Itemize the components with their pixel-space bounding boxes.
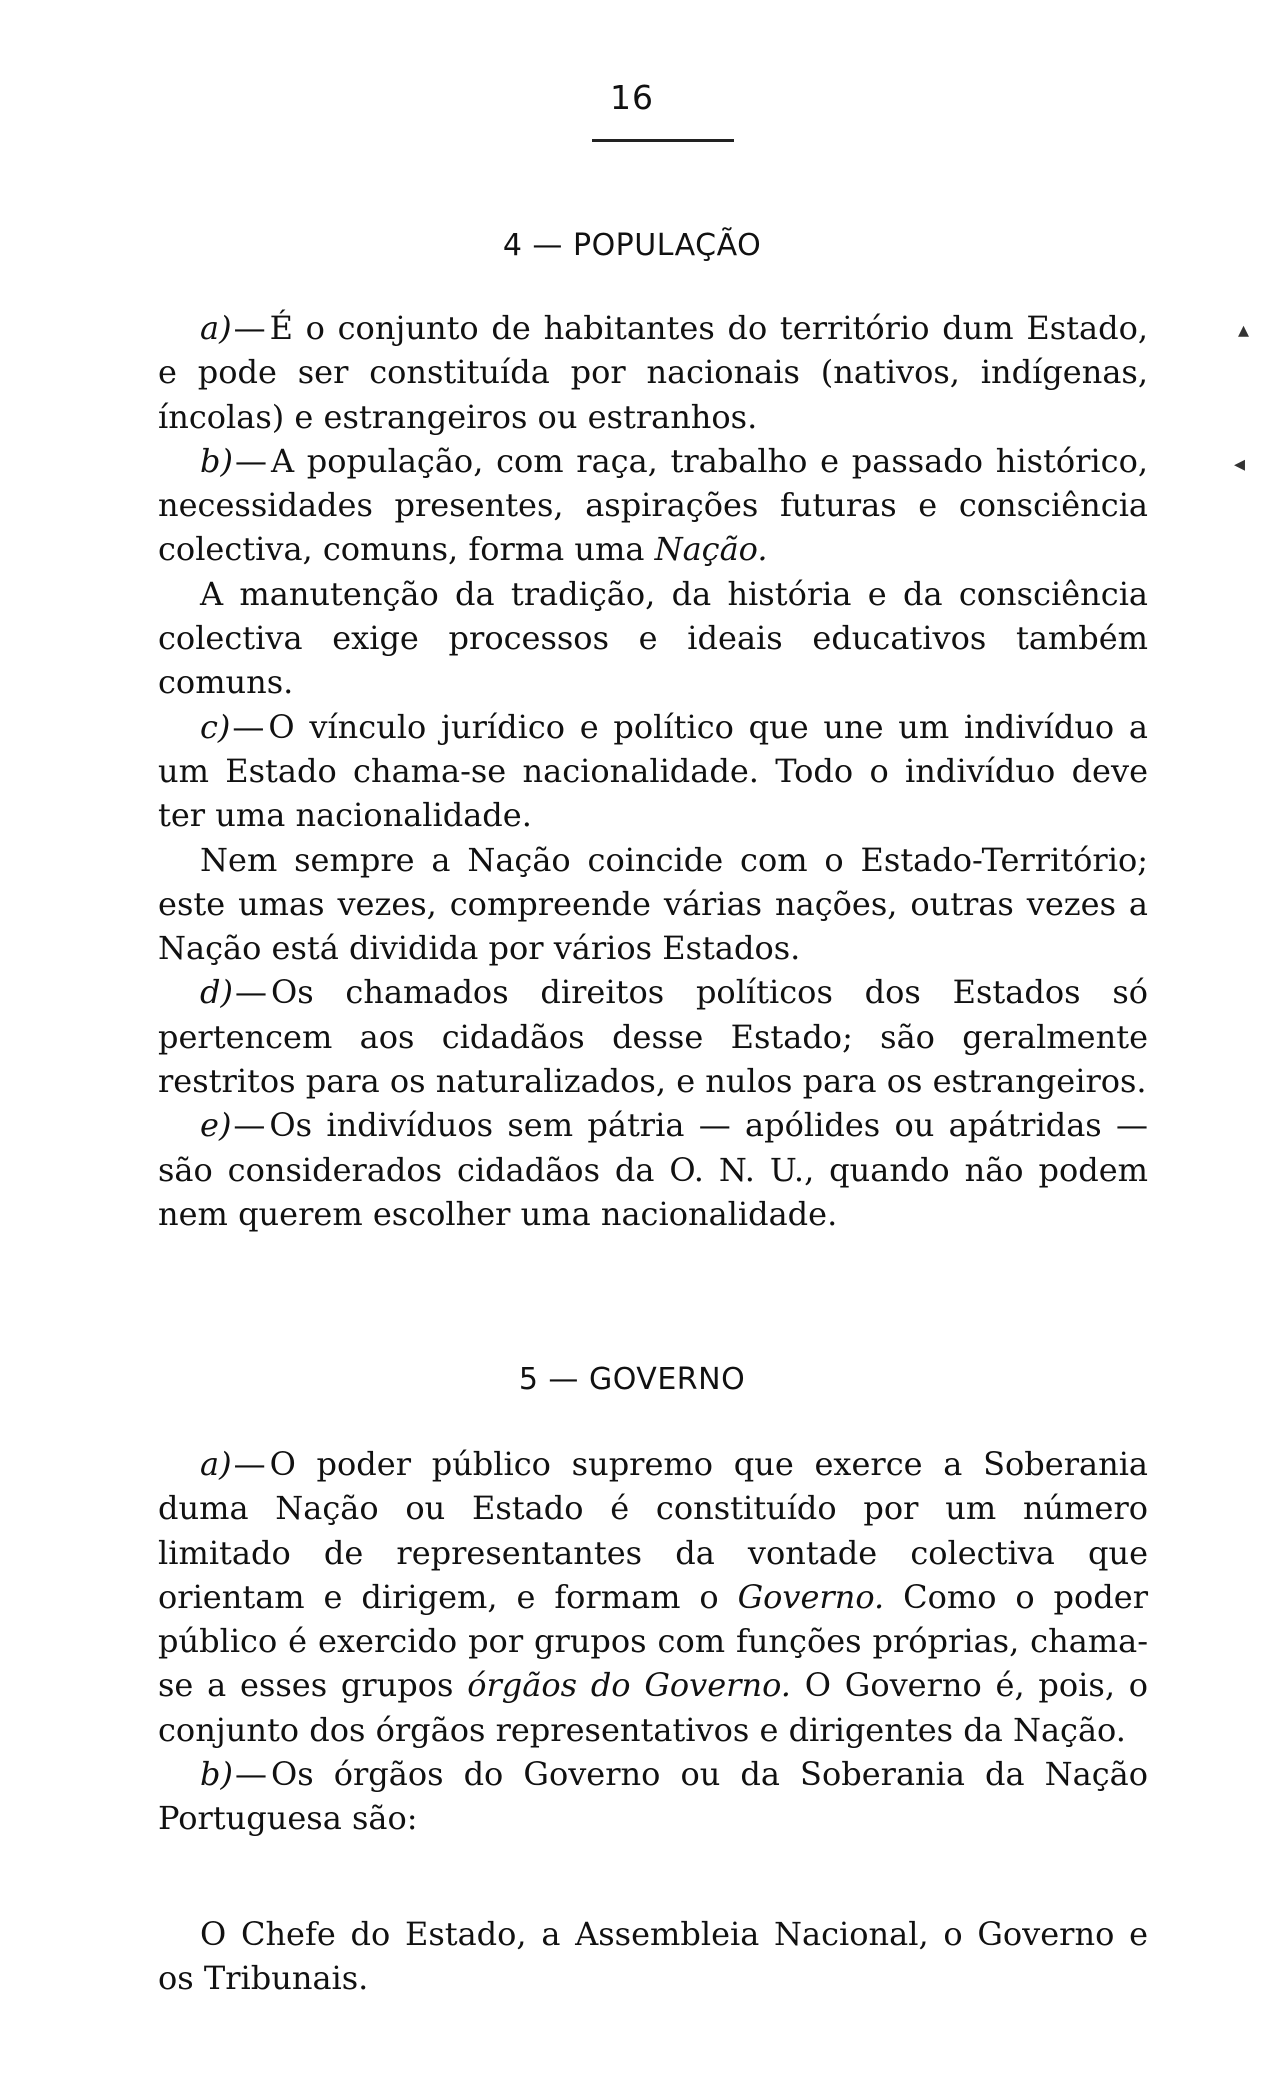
item-label: b) bbox=[200, 1755, 233, 1794]
margin-mark: ◂ bbox=[1234, 452, 1246, 477]
paragraph-text: Os órgãos do Governo ou da Soberania da Nação Portuguesa são: bbox=[158, 1755, 1148, 1838]
paragraph-a: a)— O poder público supremo que exerce a Soberania duma Nação ou Estado é constituído por um número limitado de representantes da vontade colectiva que orientam e dirigem, e formam o Governo. Como o poder público é exercido por grupos com funções próprias, chama-se a esses grupos órgãos do Governo. O Governo é, pois, o conjunto dos órgãos representativos e dirigentes da Nação. bbox=[158, 1445, 1149, 1749]
item-label: e) bbox=[200, 1106, 232, 1145]
paragraph-c-continued bbox=[158, 838, 1148, 971]
section-heading-governo: 5 — GOVERNO bbox=[518, 1362, 746, 1397]
paragraph-text: Nem sempre a Nação coincide com o Estado-Território; este umas vezes, compreende várias nações, outras vezes a Nação está dividida por vários Estados. bbox=[158, 840, 1148, 968]
item-label: a) bbox=[200, 309, 232, 347]
paragraph-text: O Governo é, pois, o conjunto dos órgãos representativos e dirigentes da Nação. bbox=[158, 1666, 1149, 1749]
page-number: 16 bbox=[610, 78, 654, 117]
item-label: c) bbox=[200, 707, 231, 746]
paragraph-c: c)— O vínculo jurídico e político que une um indivíduo a um Estado chama-se nacionalidade. Todo o indivíduo deve ter uma nacionalidade. bbox=[158, 707, 1148, 835]
paragraph-text: O vínculo jurídico e político que une um indivíduo a um Estado chama-se nacionalidade. Todo o indivíduo deve ter uma nacionalidade. bbox=[158, 707, 1148, 835]
emphasis-text: órgãos do Governo. bbox=[467, 1666, 791, 1705]
governo-organs-list: O Chefe do Estado, a Assembleia Nacional, o Governo e os Tribunais. bbox=[158, 1915, 1148, 1998]
item-label: b) bbox=[200, 441, 233, 480]
populacao-body bbox=[158, 306, 1148, 1236]
margin-mark: ▴ bbox=[1238, 318, 1250, 343]
paragraph-a: a)— É o conjunto de habitantes do território dum Estado, e pode ser constituída por nacionais (nativos, indígenas, íncolas) e estrangeiros ou estranhos. bbox=[158, 309, 1148, 436]
paragraph-d: d)— Os chamados direitos políticos dos Estados só pertencem aos cidadãos desse Estado; são geralmente restritos para os naturalizados, e nulos para os estrangeiros. bbox=[158, 973, 1148, 1101]
paragraph-text: O poder público supremo que exerce a Soberania duma Nação ou Estado é constituído por um número limitado de representantes da vontade colectiva que orientam e dirigem, e formam o bbox=[158, 1445, 1148, 1616]
paragraph-text: É o conjunto de habitantes do território dum Estado, e pode ser constituída por nacionais (nativos, indígenas, íncolas) e estrangeiros ou estranhos. bbox=[158, 309, 1148, 436]
paragraph-text: Os indivíduos sem pátria — apólides ou apátridas — são considerados cidadãos da O. N. U., quando não podem nem querem escolher uma nacionalidade. bbox=[158, 1106, 1148, 1233]
header-rule bbox=[592, 139, 734, 142]
item-label: a) bbox=[200, 1445, 232, 1483]
paragraph-b: b)— A população, com raça, trabalho e passado histórico, necessidades presentes, aspirações futuras e consciência colectiva, comuns, forma uma Nação. bbox=[158, 441, 1148, 569]
paragraph-b-continued bbox=[158, 572, 1148, 705]
paragraph-text: A população, com raça, trabalho e passado histórico, necessidades presentes, aspirações futuras e consciência colectiva, comuns, forma uma bbox=[158, 441, 1148, 569]
paragraph-b: b)— Os órgãos do Governo ou da Soberania da Nação Portuguesa são: bbox=[158, 1755, 1148, 1838]
emphasis-text: Nação. bbox=[654, 530, 768, 569]
paragraph-text: Como o poder público é exercido por grupos com funções próprias, chama-se a esses grupos bbox=[158, 1577, 1148, 1705]
item-label: d) bbox=[200, 973, 233, 1012]
emphasis-text: Governo. bbox=[737, 1577, 885, 1616]
paragraph-text: A manutenção da tradição, da história e da consciência colectiva exige processos e ideais educativos também comuns. bbox=[158, 574, 1148, 702]
paragraph-text: Os chamados direitos políticos dos Estados só pertencem aos cidadãos desse Estado; são geralmente restritos para os naturalizados, e nulos para os estrangeiros. bbox=[158, 973, 1148, 1101]
section-heading-populacao: 4 — POPULAÇÃO bbox=[502, 228, 762, 263]
governo-body bbox=[158, 1442, 1148, 1841]
paragraph-e: e)— Os indivíduos sem pátria — apólides ou apátridas — são considerados cidadãos da O. N. U., quando não podem nem querem escolher uma nacionalidade. bbox=[158, 1106, 1148, 1233]
